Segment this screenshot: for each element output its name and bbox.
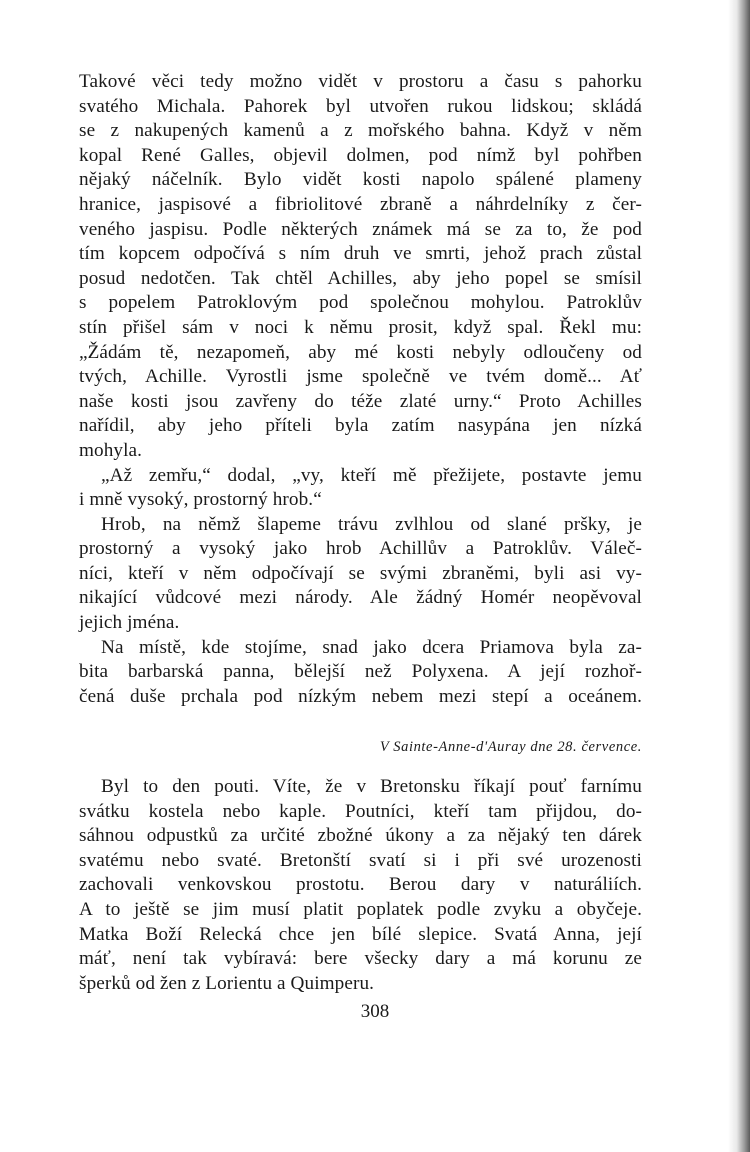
text-line: čená duše prchala pod nízkým nebem mezi stepí a oceánem.: [79, 685, 642, 707]
text-line: naše kosti jsou zavřeny do téže zlaté urny.“ Proto Achilles: [79, 390, 642, 412]
text-line: veného jaspisu. Podle některých známek má se za to, že pod: [79, 218, 642, 240]
text-line: prostorný a vysoký jako hrob Achillův a Patroklův. Váleč-: [79, 538, 642, 560]
text-line: Takové věci tedy možno vidět v prostoru a času s pahorku: [79, 71, 642, 92]
text-line: šperků od žen z Lorientu a Quimperu.: [79, 972, 375, 994]
text-line: kopal René Galles, objevil dolmen, pod nímž byl pohřben: [79, 144, 642, 166]
text-line: tvých, Achille. Vyrostli jsme společně ve tvém domě... Ať: [79, 366, 642, 388]
dateline: V Sainte-Anne-d'Auray dne 28. července.: [379, 739, 642, 755]
text-line: nějaký náčelník. Bylo vidět kosti napolo spálené plameny: [79, 169, 642, 191]
page-binding-shadow: [728, 0, 750, 1152]
text-line: hranice, jaspisové a fibriolitové zbraně a náhrdelníky z čer-: [79, 193, 642, 215]
body-text-section-2: [79, 775, 642, 996]
text-line: zachovali venkovskou prostotu. Berou dary v naturáliích.: [79, 874, 642, 896]
text-line: i mně vysoký, prostorný hrob.“: [79, 489, 322, 511]
text-line: nařídil, aby jeho příteli byla zatím nasypána jen nízká: [79, 415, 642, 437]
text-line: máť, není tak vybíravá: bere všecky dary a má korunu ze: [79, 948, 642, 970]
text-line: sáhnou odpustků za určité zbožné úkony a za nějaký ten dárek: [79, 825, 642, 847]
text-line: jejich jména.: [79, 612, 180, 634]
text-line: „Žádám tě, nezapomeň, aby mé kosti nebyly odloučeny od: [79, 341, 642, 363]
text-line: Byl to den pouti. Víte, že v Bretonsku říkají pouť farnímu: [101, 776, 642, 797]
text-line: níci, kteří v něm odpočívají se svými zbraněmi, byli asi vy-: [79, 562, 642, 584]
text-line: s popelem Patroklovým pod společnou mohylou. Patroklův: [79, 292, 642, 314]
text-line: Hrob, na němž šlapeme trávu zvlhlou od slané pršky, je: [101, 513, 642, 535]
text-line: svatého Michala. Pahorek byl utvořen rukou lidskou; skládá: [79, 95, 642, 117]
text-line: stín přišel sám v noci k němu prosit, když spal. Řekl mu:: [79, 316, 642, 338]
text-line: svátku kostela nebo kaple. Poutníci, kteří tam přijdou, do-: [79, 800, 642, 822]
text-line: se z nakupených kamenů a z mořského bahna. Když v něm: [79, 120, 642, 142]
text-line: bita barbarská panna, bělejší než Polyxena. A její rozhoř-: [79, 661, 642, 683]
text-line: „Až zemřu,“ dodal, „vy, kteří mě přežijete, postavte jemu: [101, 464, 642, 486]
text-line: mohyla.: [79, 439, 143, 461]
text-line: tím kopcem odpočívá s ním druh ve smrti, jehož prach zůstal: [79, 243, 642, 265]
text-line: A to ještě se jim musí platit poplatek podle zvyku a obyčeje.: [79, 898, 642, 920]
text-line: Matka Boží Relecká chce jen bílé slepice. Svatá Anna, její: [79, 923, 642, 945]
text-line: Na místě, kde stojíme, snad jako dcera Priamova byla za-: [101, 636, 642, 658]
text-line: svatému nebo svaté. Bretonští svatí si i při své urozenosti: [79, 849, 642, 871]
text-line: posud nedotčen. Tak chtěl Achilles, aby jeho popel se smísil: [79, 267, 642, 289]
page-number: 308: [360, 1001, 390, 1022]
body-text-section-1: [79, 70, 642, 709]
text-line: nikající vůdcové mezi národy. Ale žádný Homér neopěvoval: [79, 587, 642, 609]
